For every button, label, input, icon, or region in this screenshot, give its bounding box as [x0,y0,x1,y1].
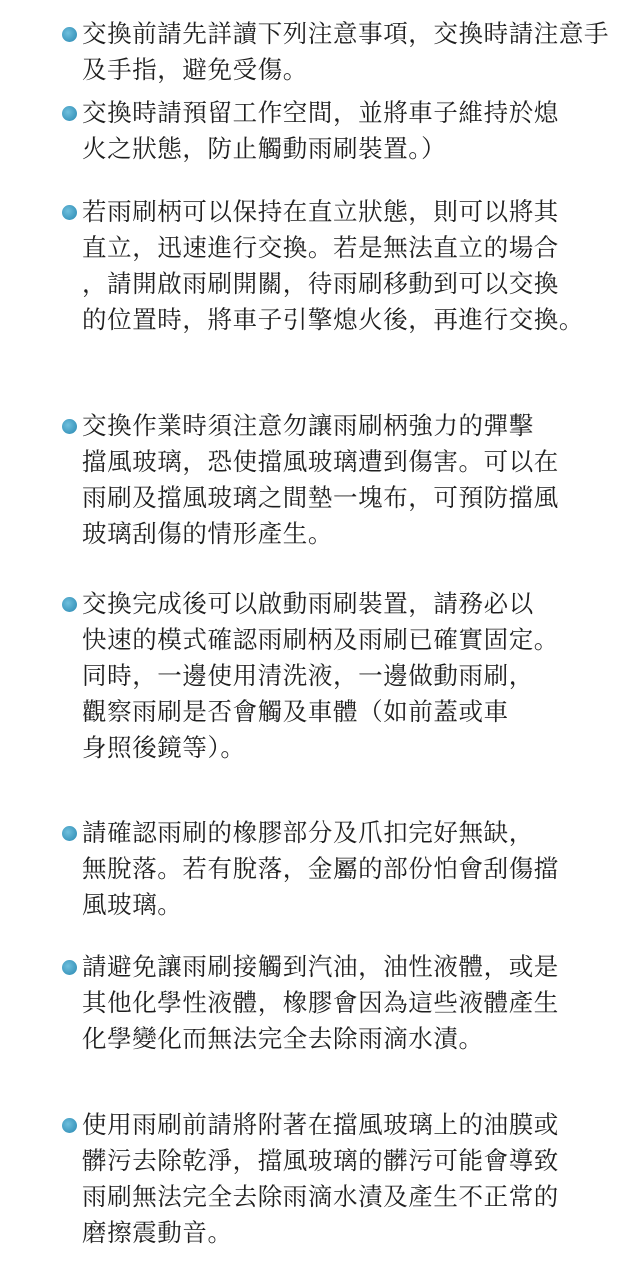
notice-line: 其他化學性液體，橡膠會因為這些液體產生 [82,988,559,1017]
bullet-icon [62,826,77,841]
notice-line: 髒污去除乾淨，擋風玻璃的髒污可能會導致 [82,1146,559,1175]
bullet-icon [62,960,77,975]
notice-line: 化學變化而無法完全去除雨滴水漬。 [82,1024,484,1053]
notice-line: 及手指，避免受傷。 [82,55,308,84]
bullet-icon [62,1118,77,1133]
bullet-icon [62,27,77,42]
notice-line: 直立，迅速進行交換。若是無法直立的場合 [82,233,559,262]
bullet-icon [62,597,77,612]
notice-item-3 [62,194,622,338]
notice-line: 磨擦震動音。 [82,1218,233,1247]
notice-line: ，請開啟雨刷開關，待雨刷移動到可以交換 [82,269,559,298]
notice-item-4 [62,408,622,552]
notice-line: 請確認雨刷的橡膠部分及爪扣完好無缺， [82,818,534,847]
bullet-icon [62,419,77,434]
notice-line: 觀察雨刷是否會觸及車體（如前蓋或車 [82,697,509,726]
notice-line: 身照後鏡等）。 [82,733,246,762]
notice-line: 火之狀態，防止觸動雨刷裝置。） [82,134,447,163]
notice-item-7 [62,949,622,1057]
notice-line: 快速的模式確認雨刷柄及雨刷已確實固定。 [82,625,559,654]
notice-line: 擋風玻璃，恐使擋風玻璃遭到傷害。可以在 [82,447,559,476]
notice-line: 使用雨刷前請將附著在擋風玻璃上的油膜或 [82,1110,559,1139]
notice-line: 交換作業時須注意勿讓雨刷柄強力的彈擊 [82,411,534,440]
bullet-icon [62,205,77,220]
notice-line: 風玻璃。 [82,890,183,919]
notice-line: 無脫落。若有脫落，金屬的部份怕會刮傷擋 [82,854,559,883]
notice-line: 雨刷無法完全去除雨滴水漬及產生不正常的 [82,1182,559,1211]
notice-line: 玻璃刮傷的情形產生。 [82,519,333,548]
notice-line: 交換前請先詳讀下列注意事項，交換時請注意手 [82,19,610,48]
notice-item-5 [62,586,622,766]
notice-item-1 [62,16,622,88]
notice-line: 請避免讓雨刷接觸到汽油，油性液體，或是 [82,952,559,981]
notice-line: 交換時請預留工作空間，並將車子維持於熄 [82,98,559,127]
notice-item-8 [62,1107,622,1251]
notice-line: 交換完成後可以啟動雨刷裝置，請務必以 [82,589,534,618]
notice-line: 的位置時，將車子引擎熄火後，再進行交換。 [82,305,584,334]
notice-line: 同時，一邊使用清洗液，一邊做動雨刷， [82,661,534,690]
notice-item-6 [62,815,622,923]
notice-line: 雨刷及擋風玻璃之間墊一塊布，可預防擋風 [82,483,559,512]
notice-item-2 [62,95,622,167]
notice-line: 若雨刷柄可以保持在直立狀態，則可以將其 [82,197,559,226]
bullet-icon [62,106,77,121]
